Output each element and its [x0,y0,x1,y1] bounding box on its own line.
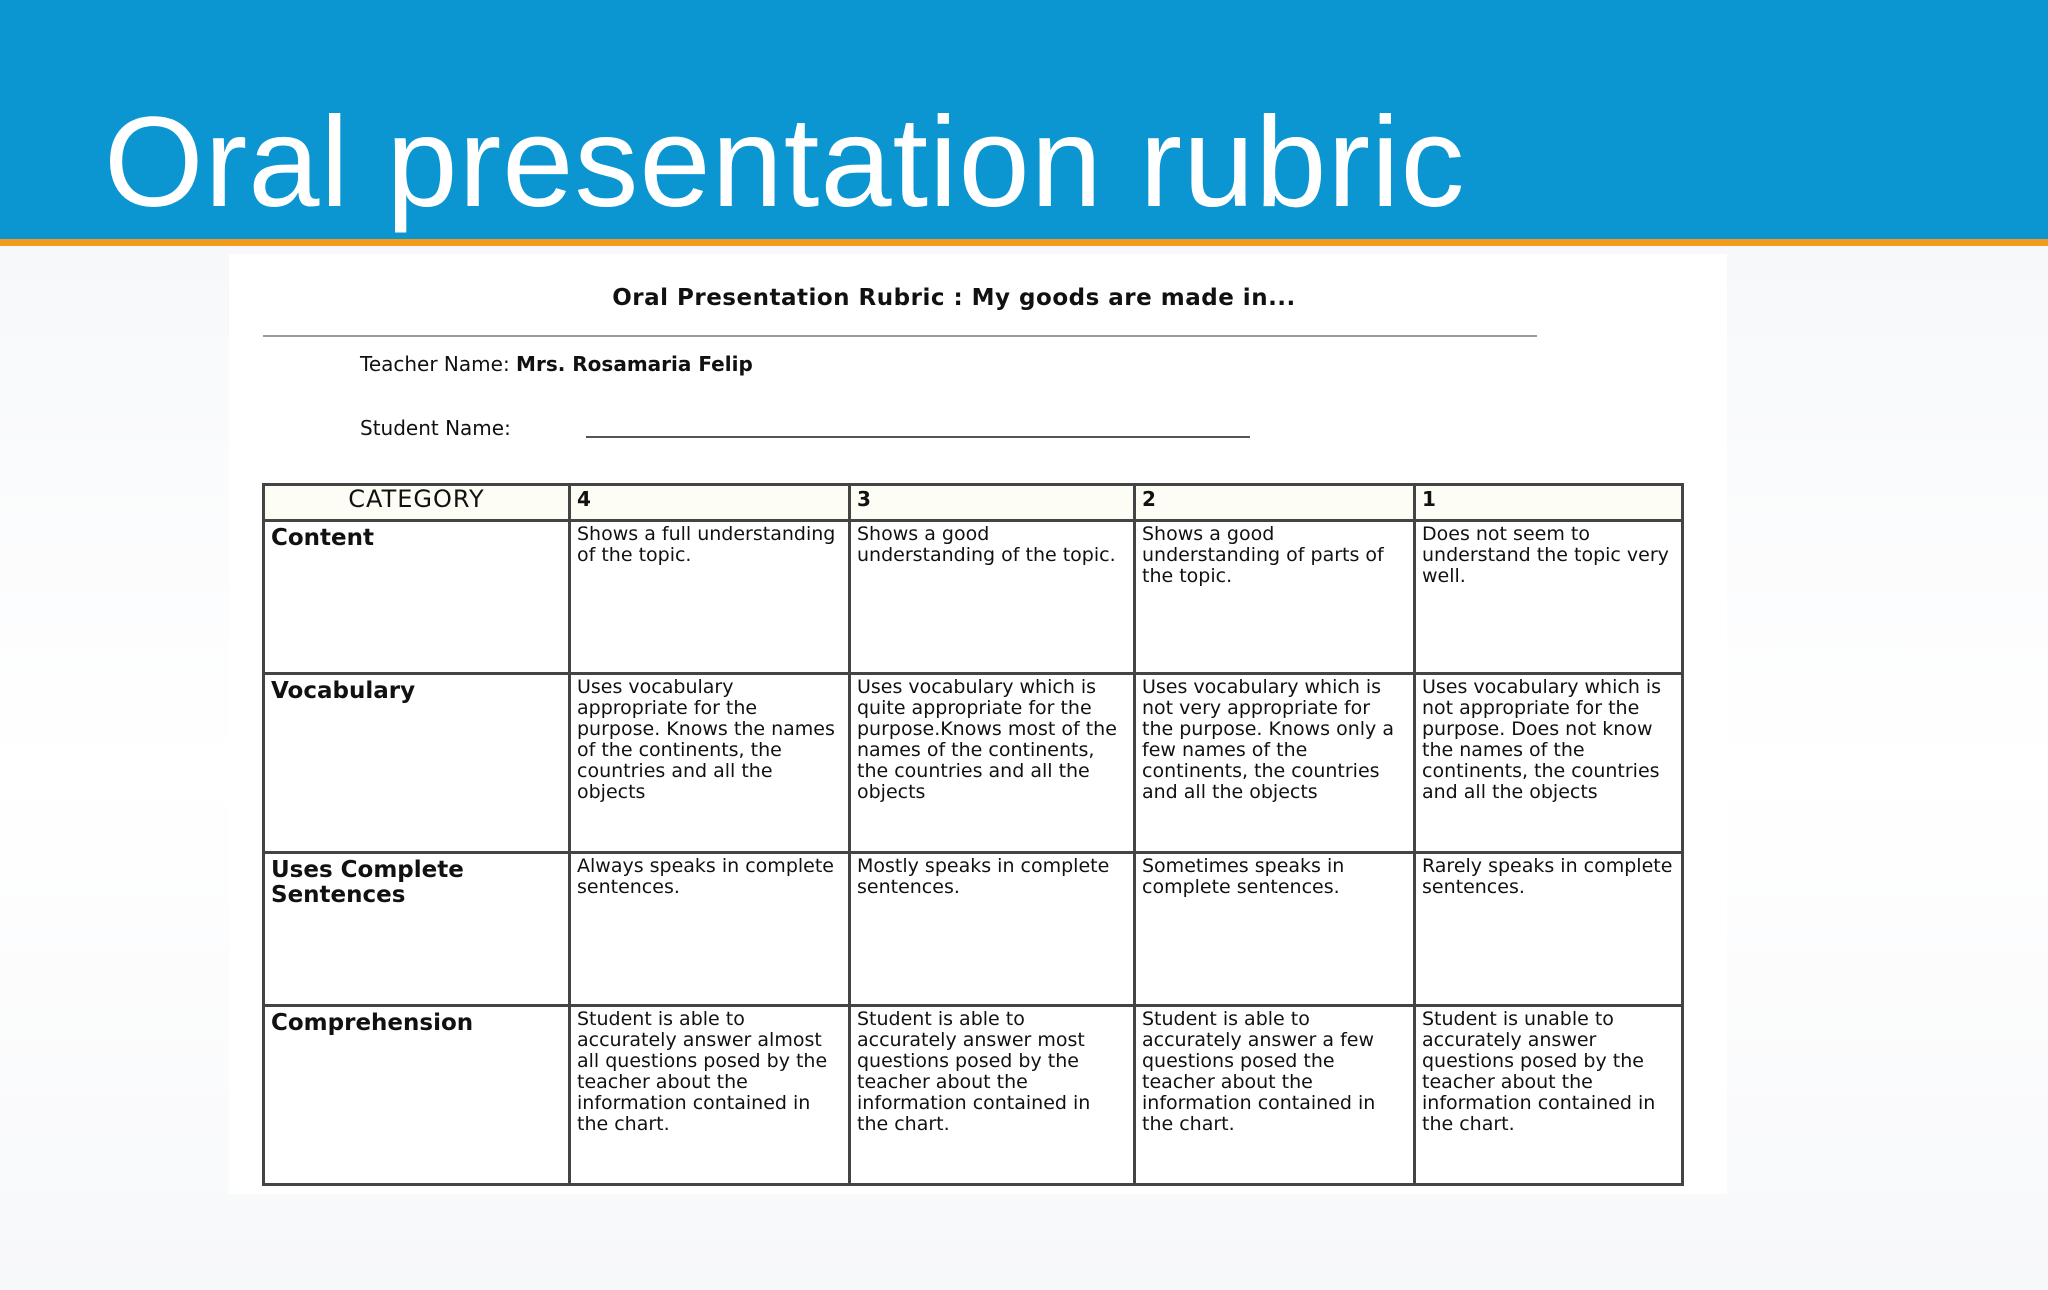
criteria-cell: Shows a full understanding of the topic. [570,521,850,674]
criteria-cell: Student is able to accurately answer a few questions posed the teacher about the information contained in the chart. [1135,1006,1415,1185]
criteria-cell: Uses vocabulary which is not very appropriate for the purpose. Knows only a few names of the continents, the countries and all the objects [1135,674,1415,853]
table-row [264,1006,1683,1185]
rubric-document [229,254,1727,1194]
header-score-3: 3 [850,485,1135,521]
criteria-cell: Does not seem to understand the topic very well. [1415,521,1683,674]
teacher-label: Teacher Name: [360,352,510,376]
slide-header-band [0,0,2048,246]
table-row [264,521,1683,674]
header-row [264,485,1683,521]
criteria-cell: Uses vocabulary which is not appropriate for the purpose. Does not know the names of the continents, the countries and all the objects [1415,674,1683,853]
category-cell: Content [264,521,570,674]
criteria-cell: Student is able to accurately answer almost all questions posed by the teacher about the information contained in the chart. [570,1006,850,1185]
criteria-cell: Mostly speaks in complete sentences. [850,853,1135,1006]
category-cell: Uses Complete Sentences [264,853,570,1006]
slide-title: Oral presentation rubric [104,91,1466,234]
category-cell: Comprehension [264,1006,570,1185]
student-name-blank [586,436,1250,438]
teacher-name: Mrs. Rosamaria Felip [516,352,753,376]
criteria-cell: Rarely speaks in complete sentences. [1415,853,1683,1006]
table-row [264,853,1683,1006]
table-row [264,674,1683,853]
criteria-cell: Sometimes speaks in complete sentences. [1135,853,1415,1006]
document-title: Oral Presentation Rubric : My goods are made in... [612,285,1296,311]
criteria-cell: Uses vocabulary appropriate for the purpose. Knows the names of the continents, the countries and all the objects [570,674,850,853]
title-divider [263,335,1537,337]
criteria-cell: Shows a good understanding of the topic. [850,521,1135,674]
student-name-line [360,416,511,440]
criteria-cell: Always speaks in complete sentences. [570,853,850,1006]
criteria-cell: Student is unable to accurately answer questions posed by the teacher about the information contained in the chart. [1415,1006,1683,1185]
header-score-1: 1 [1415,485,1683,521]
header-category: CATEGORY [264,485,570,521]
header-score-4: 4 [570,485,850,521]
teacher-name-line [360,352,753,376]
student-label: Student Name: [360,416,511,440]
category-cell: Vocabulary [264,674,570,853]
criteria-cell: Student is able to accurately answer most questions posed by the teacher about the information contained in the chart. [850,1006,1135,1185]
rubric-table [262,483,1684,1186]
header-score-2: 2 [1135,485,1415,521]
criteria-cell: Uses vocabulary which is quite appropriate for the purpose.Knows most of the names of the continents, the countries and all the objects [850,674,1135,853]
criteria-cell: Shows a good understanding of parts of the topic. [1135,521,1415,674]
